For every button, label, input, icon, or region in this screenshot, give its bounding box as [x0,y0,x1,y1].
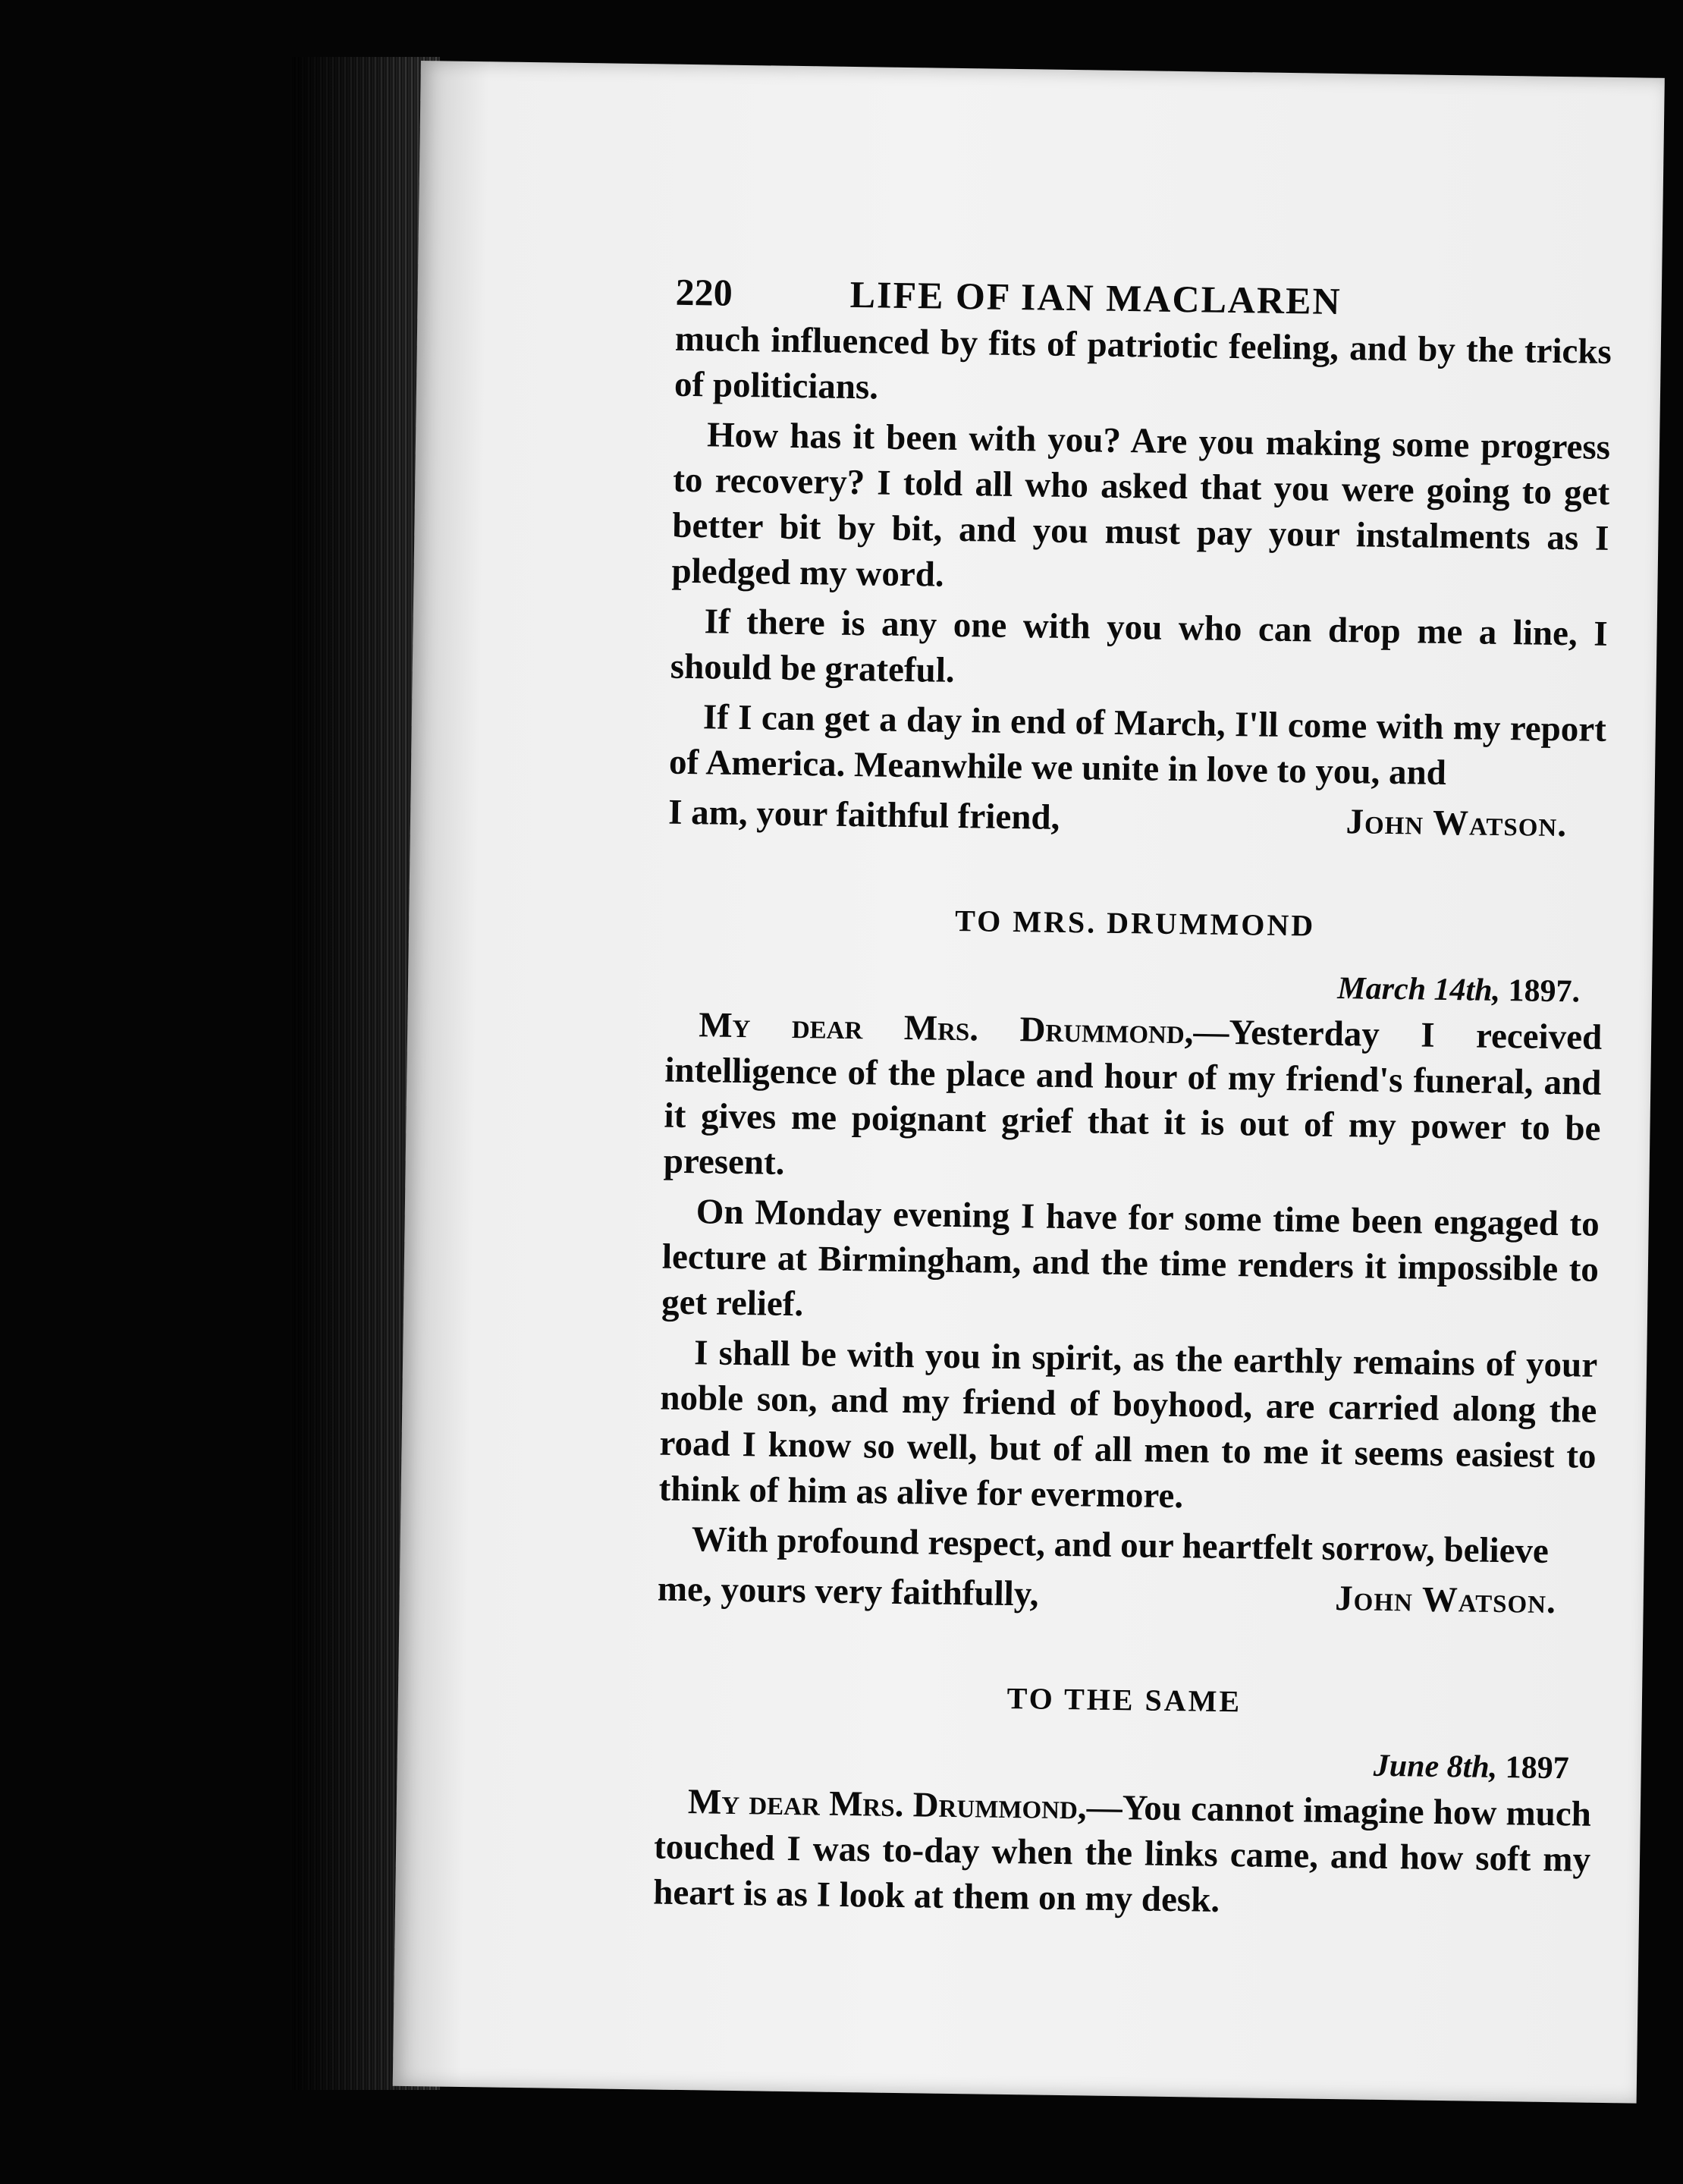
letter-heading: TO THE SAME [1006,1681,1242,1719]
signature: John Watson. [1334,1579,1557,1622]
paragraph-text: —Yesterday I received intelligence of the place and hour of my friend's funeral, and it gives me poignant grief that it is out of my power to be present. [663,1012,1603,1183]
page-number: 220 [675,270,733,314]
closing: me, yours very faithfully, [657,1569,1039,1614]
paragraph: With profound respect, and our heartfelt sorrow, believe [691,1519,1550,1571]
paragraph-with-salutation [653,1779,1591,1928]
letter-continuation: much influenced by fits of patriotic feeling, and by the tricks of politicians. [674,319,1612,407]
page-text [653,269,1612,1933]
date-day: June 8th, [1373,1748,1498,1786]
salutation: My dear Mrs. Drummond, [687,1782,1088,1827]
date-year: 1897 [1505,1750,1570,1786]
letter-signoff [668,790,1606,848]
salutation: My dear Mrs. Drummond, [698,1005,1194,1052]
letter-heading: TO MRS. DRUMMOND [954,903,1316,943]
paragraph: If there is any one with you who can drop me a line, I should be grateful. [670,602,1608,690]
paragraph-with-salutation [663,1002,1602,1197]
signature: John Watson. [1345,802,1568,845]
paragraph: If I can get a day in end of March, I'll come with my report of America. Meanwhile we unite in love to you, and [668,697,1607,793]
paragraph: How has it been with you? Are you making some progress to recovery? I told all who asked that you were going to get better bit by bit, and you must pay your instalments as I pledged my word. [671,415,1611,595]
paragraph-text: —You cannot imagine how much touched I was to-day when the links came, and how soft my heart is as I look at them on my desk. [652,1787,1592,1920]
running-title: LIFE OF IAN MACLAREN [849,272,1342,322]
paragraph: I shall be with you in spirit, as the earthly remains of your noble son, and my friend of boyhood, are carried along the road I know so well, but of all men to me it seems easiest to think of him as alive for evermore. [658,1333,1598,1516]
letter-signoff [657,1567,1594,1625]
date-year: 1897. [1508,973,1581,1010]
book-page [393,61,1665,2104]
closing: I am, your faithful friend, [667,792,1060,837]
paragraph: On Monday evening I have for some time been engaged to lecture at Birmingham, and the time renders it impossible to get relief. [661,1192,1600,1325]
date-day: March 14th, [1337,970,1501,1008]
